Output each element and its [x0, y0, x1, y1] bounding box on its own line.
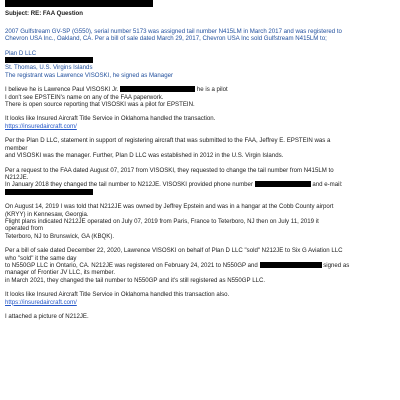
insured-aircraft-link[interactable]: https://insuredaircraft.com/	[5, 298, 77, 306]
paragraph-text: manager of Frontier JV LLC, its member.	[5, 269, 116, 277]
paragraph-text: Per a bill of sale dated December 22, 2020, Lawrence VISOSKI on behalf of Plan D LLC "sold" N212JE to Six G Aviation LLC	[5, 247, 343, 255]
paragraph-text: I don't see EPSTEIN's name on any of the FAA paperwork.	[5, 93, 164, 101]
paragraph-line	[5, 86, 400, 93]
paragraph-text: in March 2021, they changed the tail number to N550GP and it's still registered as N550GP LLC.	[5, 276, 266, 284]
paragraph-text: I believe he is Lawrence Paul VISOSKI Jr.	[5, 86, 119, 94]
email-subject: Subject: RE: FAA Question	[5, 10, 83, 18]
redacted-block	[260, 262, 322, 268]
paragraph-line	[5, 262, 400, 269]
paragraph-text: Per a request to the FAA dated August 07, 2017 from VISOSKI, they requested to change the tail number from N415LM to	[5, 166, 334, 174]
paragraph-text: On August 14, 2019 I was told that N212JE was owned by Jeffrey Epstein and was in a hangar at the Cobb County airport	[5, 203, 334, 211]
paragraph-text: and e-mail:	[312, 181, 343, 189]
paragraph-text: Teterboro, NJ to Brunswick, GA (KBQK).	[5, 232, 115, 240]
paragraph-text: Flight plans indicated N212JE operated on July 07, 2019 from Paris, France to Teterboro, NJ then on July 11, 2019 it	[5, 217, 319, 225]
paragraph-text: who "sold" it the same day	[5, 254, 77, 262]
paragraph-text: In January 2018 they changed the tail number to N212JE. VISOSKI provided phone number	[5, 181, 253, 189]
redacted-block	[120, 86, 195, 92]
paragraph-line	[5, 181, 400, 188]
paragraph-text: he is a pilot	[196, 86, 228, 94]
redacted-block	[5, 57, 400, 64]
paragraph-text: to N550GP LLC in Ontario, CA. N212JE was registered on February 24, 2021 to N550GP and	[5, 261, 258, 269]
paragraph-text: (KRYY) in Kennesaw, Georgia.	[5, 210, 89, 218]
paragraph-text: It looks like Insured Aircraft Title Service in Oklahoma handled the transaction.	[5, 115, 216, 123]
paragraph-text: St. Thomas, U.S. Virgins Islands	[5, 64, 93, 72]
paragraph-text: Plan D LLC	[5, 49, 37, 57]
paragraph-text: operated from	[5, 225, 43, 233]
redacted-block	[255, 181, 311, 187]
insured-aircraft-link[interactable]: https://insuredaircraft.com/	[5, 122, 77, 130]
redacted-block	[5, 0, 400, 8]
paragraph-text: There is open source reporting that VISOSKI was a pilot for EPSTEIN.	[5, 101, 195, 109]
paragraph-text: It looks like Insured Aircraft Title Service in Oklahoma handled this transaction also.	[5, 291, 230, 299]
paragraph-text: and VISOSKI was the manager. Further, Plan D LLC was established in 2012 in the U.S. Virgin Islands.	[5, 152, 284, 160]
paragraph-text: The registrant was Lawrence VISOSKI, he signed as Manager	[5, 71, 174, 79]
paragraph-text: 2007 Gulfstream GV-SP (G550), serial number 5173 was assigned tail number N415LM in March 2017 and was registered to	[5, 27, 342, 35]
paragraph-text: signed as	[323, 261, 350, 269]
paragraph-text: I attached a picture of N212JE.	[5, 313, 89, 320]
paragraph-text: member	[5, 144, 28, 152]
paragraph-text: Chevron USA Inc., Oakland, CA. Per a bill of sale dated March 29, 2017, Chevron USA Inc sold Gulfstream N415LM to;	[5, 35, 327, 43]
redacted-block	[5, 189, 400, 196]
paragraph-text: N212JE.	[5, 173, 29, 181]
paragraph-text: Per the Plan D LLC, statement in support of registering aircraft that was submitted to the FAA, Jeffrey E. EPSTEIN was a	[5, 137, 331, 145]
